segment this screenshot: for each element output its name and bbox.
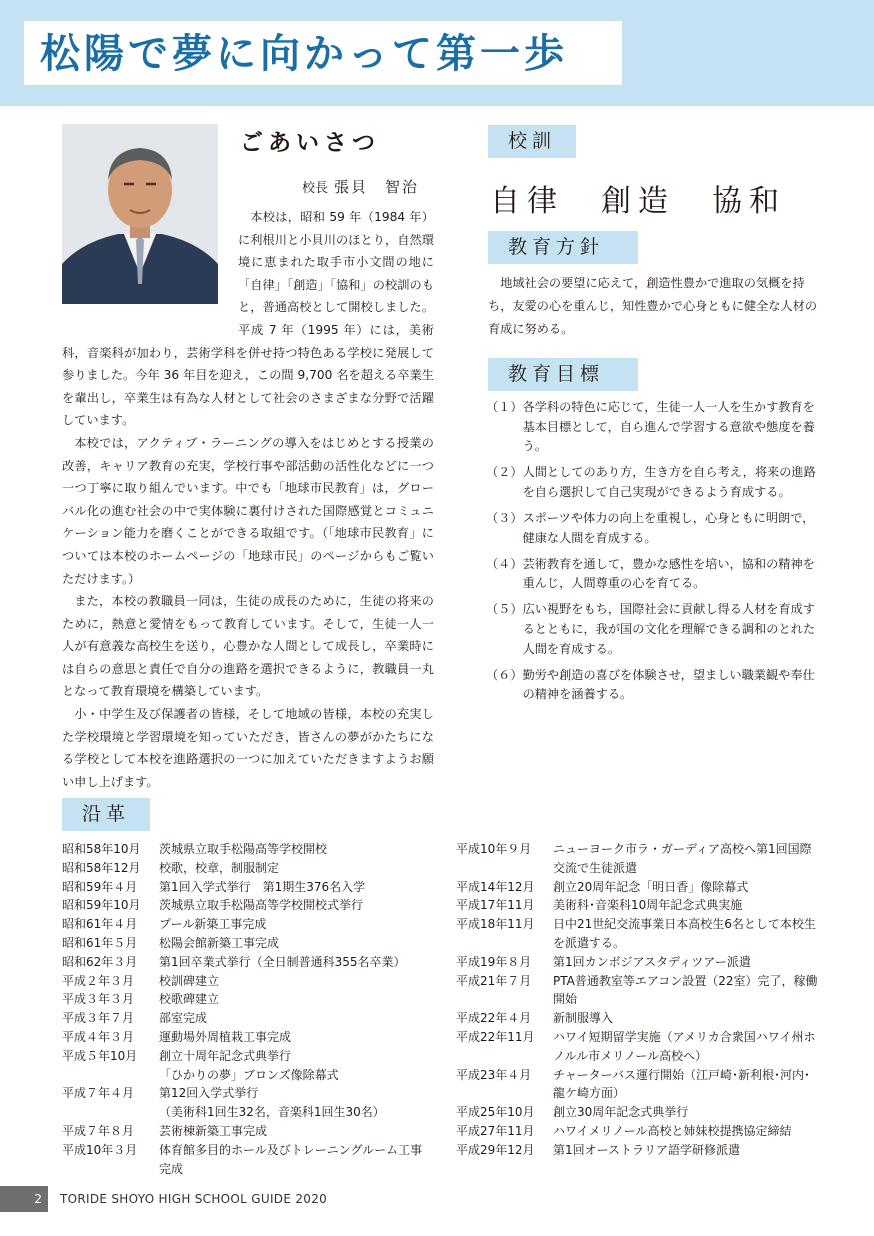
goal-text: 人間としてのあり方，生き方を自ら考え，将来の進路を自ら選択して自己実現ができるよう育成する。 xyxy=(522,465,816,499)
goal-text: 各学科の特色に応じて，生徒一人一人を生かす教育を基本目標として，自ら進んで学習する意欲や態度を養う。 xyxy=(522,400,815,454)
goal-number: （２） xyxy=(486,465,523,480)
history-date: 平成10年９月 xyxy=(456,842,532,856)
history-event: 第12回入学式挙行 xyxy=(159,1086,259,1101)
history-event: ニューヨーク市ラ・ガーディア高校へ第1回国際交流で生徒派遣 xyxy=(553,842,812,875)
history-date: 平成23年４月 xyxy=(456,1067,532,1082)
history-row xyxy=(62,1009,432,1028)
history-date: 平成17年11月 xyxy=(456,898,535,913)
goal-number: （１） xyxy=(486,400,523,414)
history-date: 昭和58年10月 xyxy=(62,842,141,856)
history-left-list xyxy=(62,840,432,1178)
history-row xyxy=(456,1122,820,1141)
goal-item xyxy=(486,555,820,594)
history-event: 部室完成 xyxy=(159,1011,208,1026)
principal-role: 校長 xyxy=(302,181,329,196)
history-date: 平成19年８月 xyxy=(456,954,532,969)
history-date: 平成22年11月 xyxy=(456,1029,535,1044)
history-row xyxy=(62,1141,432,1179)
history-event: 体育館多目的ホール及びトレーニングルーム工事完成 xyxy=(159,1142,423,1176)
history-row xyxy=(456,953,820,972)
history-date: 昭和61年５月 xyxy=(62,935,138,950)
history-date: 平成４年３月 xyxy=(62,1029,135,1044)
history-date: 平成10年３月 xyxy=(62,1142,138,1157)
goals-list xyxy=(486,398,820,711)
page-footer xyxy=(0,1186,874,1212)
principal-byline xyxy=(302,176,419,197)
history-date xyxy=(62,1066,159,1085)
history-event: 第1回卒業式挙行（全日制普通科355名卒業） xyxy=(159,954,406,969)
goal-item xyxy=(486,666,820,705)
greeting-paragraph-3: また，本校の教職員一同は，生徒の成長のために，生徒の将来のために，熱意と愛情をもって教育しています。そして，生徒一人一人が有意義な高校生を送り，心豊かな人間として成長し，卒業時には自らの意思と責任で自分の進路を選択できるように，教職員一丸となって教育環境を構築しています。 xyxy=(62,594,434,699)
history-date: 平成７年８月 xyxy=(62,1123,135,1138)
history-date: 平成２年３月 xyxy=(62,973,135,988)
history-date: 昭和58年12月 xyxy=(62,860,141,875)
greeting-paragraph-1: 本校は，昭和 59 年（1984 年）に利根川と小貝川のほとり，自然環境に恵まれた取手市小文間の地に「自律」「創造」「協和」の校訓のもと，普通高校として開校しました。平成 7 年（1995 年）には，美術科，音楽科が加わり，芸術学科を併せ持つ特色ある学校に発展して参りました。今年 36 年目を迎え，この間 9,700 名を超える卒業生を輩出し，卒業生は有為な人材として社会のさまざまな分野で活躍しています。 xyxy=(62,210,434,428)
goal-item xyxy=(486,509,820,548)
history-date: 昭和62年３月 xyxy=(62,954,138,969)
history-date: 平成14年12月 xyxy=(456,879,535,894)
history-row xyxy=(62,953,432,972)
history-event: 第1回カンボジアスタディツアー派遣 xyxy=(553,954,751,969)
page-number: 2 xyxy=(0,1186,48,1212)
history-event: 創立20周年記念「明日香」像除幕式 xyxy=(553,879,749,894)
history-event: 校歌碑建立 xyxy=(159,992,220,1007)
history-row xyxy=(456,1141,820,1160)
history-row xyxy=(62,878,432,897)
history-date: 平成18年11月 xyxy=(456,917,535,932)
goal-item xyxy=(486,463,820,502)
goal-text: スポーツや体力の向上を重視し，心身ともに明朗で，健康な人間を育成する。 xyxy=(522,510,815,545)
history-event: 芸術棟新築工事完成 xyxy=(159,1123,268,1138)
goal-text: 芸術教育を通して，豊かな感性を培い，協和の精神を重んじ，人間尊重の心を育てる。 xyxy=(522,556,815,591)
history-date: 平成25年10月 xyxy=(456,1105,535,1120)
history-date xyxy=(62,1103,159,1122)
guide-title: TORIDE SHOYO HIGH SCHOOL GUIDE 2020 xyxy=(60,1192,328,1206)
history-event: 校訓碑建立 xyxy=(159,973,220,988)
history-event: 創立30周年記念式典挙行 xyxy=(553,1105,689,1120)
history-event: （美術科1回生32名，音楽科1回生30名） xyxy=(159,1105,385,1120)
history-event: 「ひかりの夢」ブロンズ像除幕式 xyxy=(159,1067,339,1082)
history-row xyxy=(456,972,820,1010)
history-event: 松陽会館新築工事完成 xyxy=(159,935,280,950)
history-date: 平成29年12月 xyxy=(456,1142,535,1157)
goal-text: 勤労や創造の喜びを体験させ，望ましい職業観や奉仕の精神を涵養する。 xyxy=(522,667,815,702)
history-row xyxy=(62,1066,432,1085)
history-event: 第1回オーストラリア語学研修派遣 xyxy=(553,1142,741,1157)
history-row xyxy=(456,840,820,878)
history-row xyxy=(62,896,432,915)
history-date: 平成５年10月 xyxy=(62,1048,138,1063)
greeting-paragraph-2: 本校では，アクティブ・ラーニングの導入をはじめとする授業の改善，キャリア教育の充実，学校行事や部活動の活性化などに一つ一つ丁寧に取り組んでいます。中でも「地球市民教育」は，グローバル化の進む社会の中で実体験に裏付けされた国際感覚とコミュニケーション能力を磨くことができる取組です。（「地球市民教育」については本校のホームページの「地球市民」のページからもご覧いただけます。） xyxy=(62,435,434,586)
history-event: ハワイメリノール高校と姉妹校提携協定締結 xyxy=(553,1123,792,1138)
history-row xyxy=(62,990,432,1009)
motto-label: 校訓 xyxy=(488,125,576,158)
history-row xyxy=(62,1047,432,1066)
history-event: 新制服導入 xyxy=(553,1011,614,1026)
history-event: 校歌，校章，制服制定 xyxy=(159,860,280,875)
history-row xyxy=(62,1103,432,1122)
history-event: チャーターバス運行開始（江戸崎･新利根･河内･龍ケ崎方面） xyxy=(553,1067,811,1101)
history-row xyxy=(62,915,432,934)
goal-number: （３） xyxy=(486,510,523,525)
history-row xyxy=(456,1028,820,1066)
history-row xyxy=(456,1103,820,1122)
goal-text: 広い視野をもち，国際社会に貢献し得る人材を育成するとともに，我が国の文化を理解できる調和のとれた人間を育成する。 xyxy=(522,602,816,656)
policy-label: 教育方針 xyxy=(488,231,638,264)
goal-number: （５） xyxy=(486,602,523,617)
history-date: 平成27年11月 xyxy=(456,1123,535,1138)
policy-text: 地域社会の要望に応えて，創造性豊かで進取の気概を持ち，友愛の心を重んじ，知性豊かで心身ともに健全な人材の育成に努める。 xyxy=(488,276,818,336)
history-row xyxy=(62,1028,432,1047)
history-row xyxy=(456,1066,820,1104)
history-date: 昭和59年４月 xyxy=(62,879,138,894)
history-row xyxy=(62,1084,432,1103)
goal-item xyxy=(486,600,820,659)
history-date: 昭和59年10月 xyxy=(62,898,141,913)
history-date: 平成３年３月 xyxy=(62,992,135,1007)
history-event: PTA普通教室等エアコン設置（22室）完了，稼働開始 xyxy=(553,973,818,1007)
history-event: 運動場外周植栽工事完成 xyxy=(159,1029,292,1044)
history-row xyxy=(62,1122,432,1141)
history-event: 創立十周年記念式典挙行 xyxy=(159,1048,292,1063)
history-row xyxy=(62,859,432,878)
goal-item xyxy=(486,398,820,457)
principal-name: 張貝 智治 xyxy=(334,178,420,196)
history-event: 第1回入学式挙行 第1期生376名入学 xyxy=(159,879,366,894)
history-date: 平成３年７月 xyxy=(62,1011,135,1026)
history-right-list xyxy=(456,840,820,1160)
page-title: 松陽で夢に向かって第一歩 xyxy=(40,31,568,77)
photo-wrap-spacer xyxy=(62,206,238,319)
history-row xyxy=(456,878,820,897)
history-event: ハワイ短期留学実施（アメリカ合衆国ハワイ州ホノルル市メリノール高校へ） xyxy=(553,1029,816,1063)
greeting-body xyxy=(62,206,434,793)
history-row xyxy=(456,1009,820,1028)
history-event: プール新築工事完成 xyxy=(159,917,267,932)
history-event: 美術科･音楽科10周年記念式典実施 xyxy=(553,898,743,913)
history-date: 平成21年７月 xyxy=(456,973,532,988)
history-date: 昭和61年４月 xyxy=(62,917,138,932)
history-row xyxy=(62,840,432,859)
history-row xyxy=(62,934,432,953)
history-row xyxy=(62,972,432,991)
history-date: 平成７年４月 xyxy=(62,1086,135,1101)
goal-number: （６） xyxy=(486,667,523,682)
greeting-paragraph-4: 小・中学生及び保護者の皆様，そして地域の皆様，本校の充実した学校環境と学習環境を知っていただき，皆さんの夢がかたちになる学校として本校を進路選択の一つに加えていただきますようお願い申し上げます。 xyxy=(62,707,434,789)
greeting-heading: ごあいさつ xyxy=(240,130,380,156)
history-event: 茨城県立取手松陽高等学校開校式挙行 xyxy=(159,898,364,913)
history-row xyxy=(456,896,820,915)
history-label: 沿革 xyxy=(62,798,150,831)
history-event: 日中21世紀交流事業日本高校生6名として本校生を派遣する。 xyxy=(553,917,816,950)
goals-label: 教育目標 xyxy=(488,358,638,391)
history-event: 茨城県立取手松陽高等学校開校 xyxy=(159,842,328,856)
goal-number: （４） xyxy=(486,556,523,571)
history-date: 平成22年４月 xyxy=(456,1011,532,1026)
motto-text: 自律 創造 協和 xyxy=(490,184,786,219)
history-row xyxy=(456,915,820,953)
